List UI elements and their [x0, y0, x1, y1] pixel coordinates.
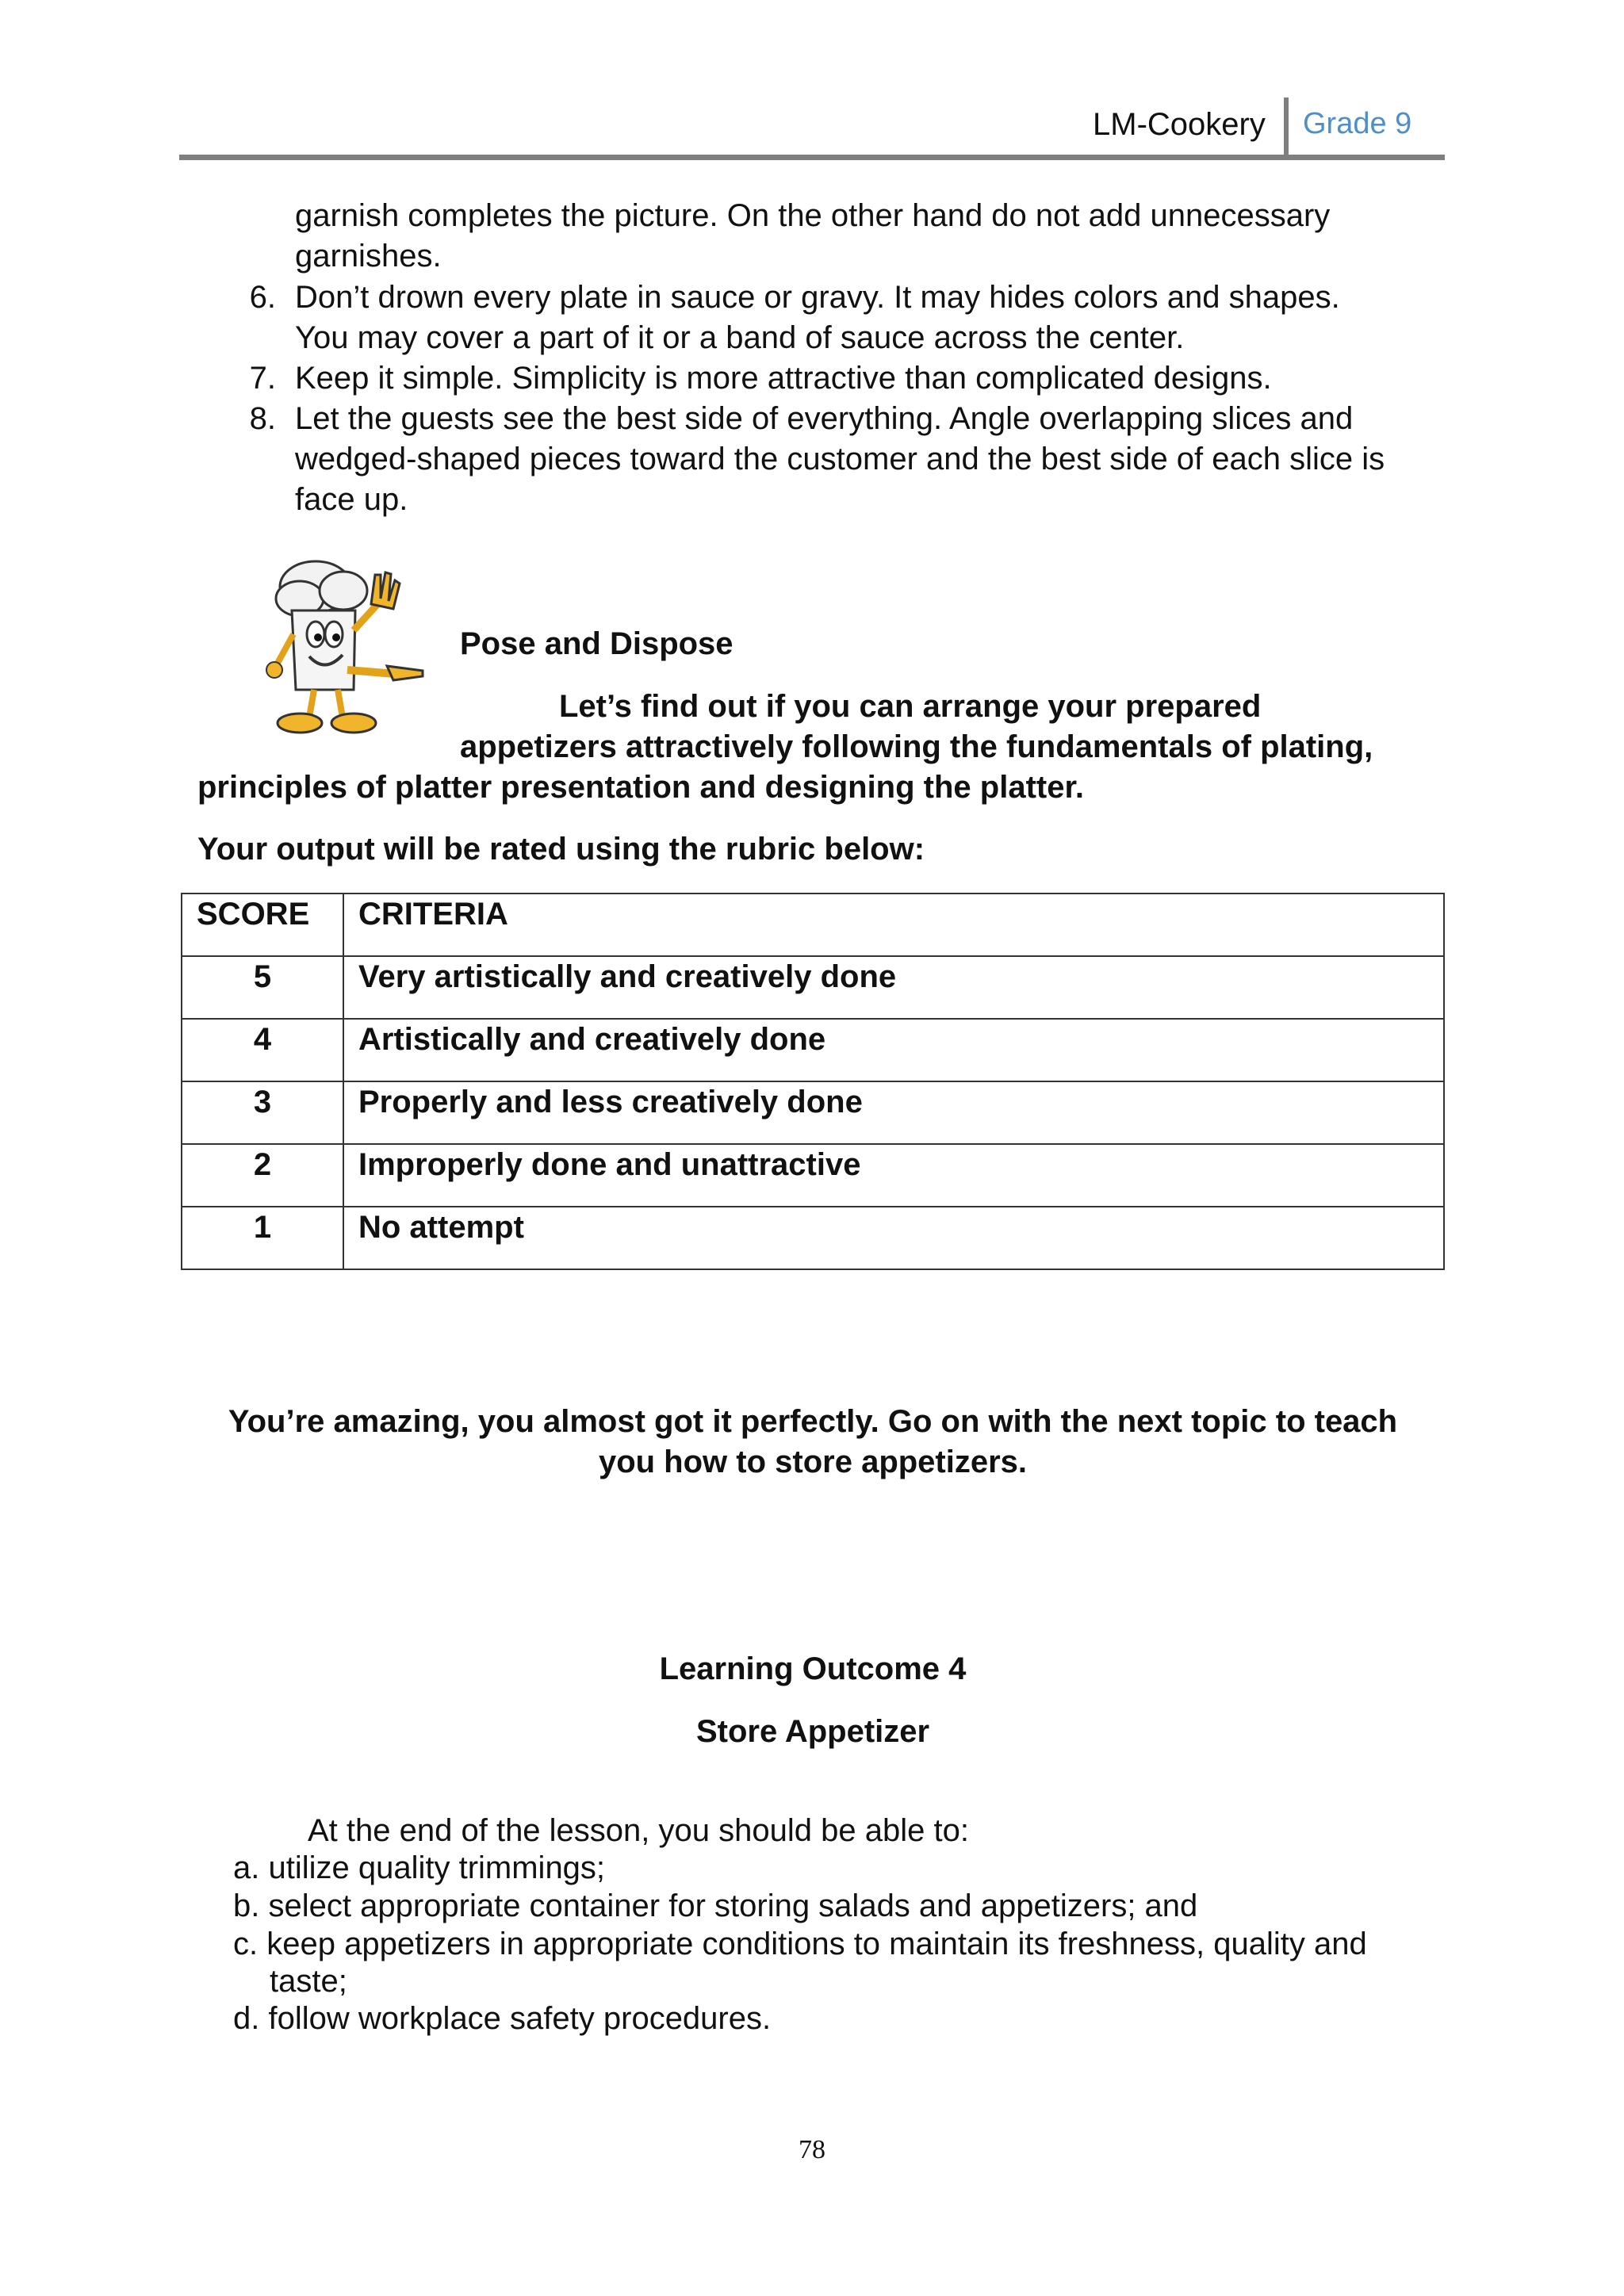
outcome-item: c. keep appetizers in appropriate conditions to maintain its freshness, quality and: [233, 1927, 1367, 1961]
table-header-score: SCORE: [182, 894, 343, 956]
list-continuation-line: garnish completes the picture. On the other hand do not add unnecessary: [295, 198, 1331, 233]
encouragement-line: you how to store appetizers.: [598, 1445, 1028, 1479]
list-item-number: 7.: [249, 361, 276, 396]
pose-instruction-line: appetizers attractively following the fundamentals of plating,: [460, 729, 1373, 764]
outcome-item: b. select appropriate container for storing salads and appetizers; and: [233, 1888, 1198, 1923]
header-rule: [179, 155, 1445, 160]
list-item-text: You may cover a part of it or a band of sauce across the center.: [295, 320, 1185, 355]
table-header-criteria: CRITERIA: [343, 894, 1444, 956]
section-heading: Pose and Dispose: [460, 626, 733, 661]
list-item-number: 8.: [249, 401, 276, 436]
table-row: [182, 1144, 1444, 1207]
encouragement-line: You’re amazing, you almost got it perfectly. Go on with the next topic to teach: [228, 1404, 1398, 1439]
table-cell-score: 4: [182, 1019, 343, 1081]
list-continuation-line: garnishes.: [295, 239, 442, 274]
header-separator: [1284, 98, 1289, 158]
pose-instruction-line: principles of platter presentation and designing the platter.: [197, 770, 1084, 805]
list-item-text: wedged-shaped pieces toward the customer and the best side of each slice is: [295, 442, 1385, 476]
list-item-text: Don’t drown every plate in sauce or gravy. It may hides colors and shapes.: [295, 280, 1340, 315]
list-item-number: 6.: [249, 280, 276, 315]
table-cell-score: 5: [182, 956, 343, 1019]
outcome-intro: At the end of the lesson, you should be able to:: [308, 1813, 969, 1848]
table-row: [182, 1019, 1444, 1081]
table-cell-criteria: Properly and less creatively done: [343, 1081, 1444, 1144]
table-cell-criteria: Artistically and creatively done: [343, 1019, 1444, 1081]
table-cell-score: 1: [182, 1207, 343, 1269]
outcome-item: d. follow workplace safety procedures.: [233, 2001, 772, 2036]
header-title: LM-Cookery: [1093, 107, 1266, 142]
table-cell-score: 3: [182, 1081, 343, 1144]
list-item-text: face up.: [295, 482, 408, 517]
table-row: [182, 956, 1444, 1019]
table-row: [182, 1207, 1444, 1269]
page-number: 78: [799, 2135, 825, 2164]
table-row: [182, 1081, 1444, 1144]
outcome-item-continuation: taste;: [270, 1964, 347, 1999]
chef-mascot-image: [260, 555, 427, 737]
outcome-title: Learning Outcome 4: [659, 1651, 967, 1686]
table-cell-criteria: Improperly done and unattractive: [343, 1144, 1444, 1207]
rubric-table: [181, 893, 1445, 1270]
pose-instruction-line: Let’s find out if you can arrange your prepared: [559, 689, 1262, 724]
outcome-subtitle: Store Appetizer: [695, 1714, 930, 1749]
header-grade: Grade 9: [1303, 107, 1412, 140]
table-cell-score: 2: [182, 1144, 343, 1207]
table-cell-criteria: No attempt: [343, 1207, 1444, 1269]
list-item-text: Keep it simple. Simplicity is more attractive than complicated designs.: [295, 361, 1272, 396]
list-item-text: Let the guests see the best side of everything. Angle overlapping slices and: [295, 401, 1354, 436]
outcome-item: a. utilize quality trimmings;: [233, 1850, 606, 1885]
rubric-intro: Your output will be rated using the rubric below:: [197, 832, 925, 867]
table-header-row: [182, 894, 1444, 956]
table-cell-criteria: Very artistically and creatively done: [343, 956, 1444, 1019]
